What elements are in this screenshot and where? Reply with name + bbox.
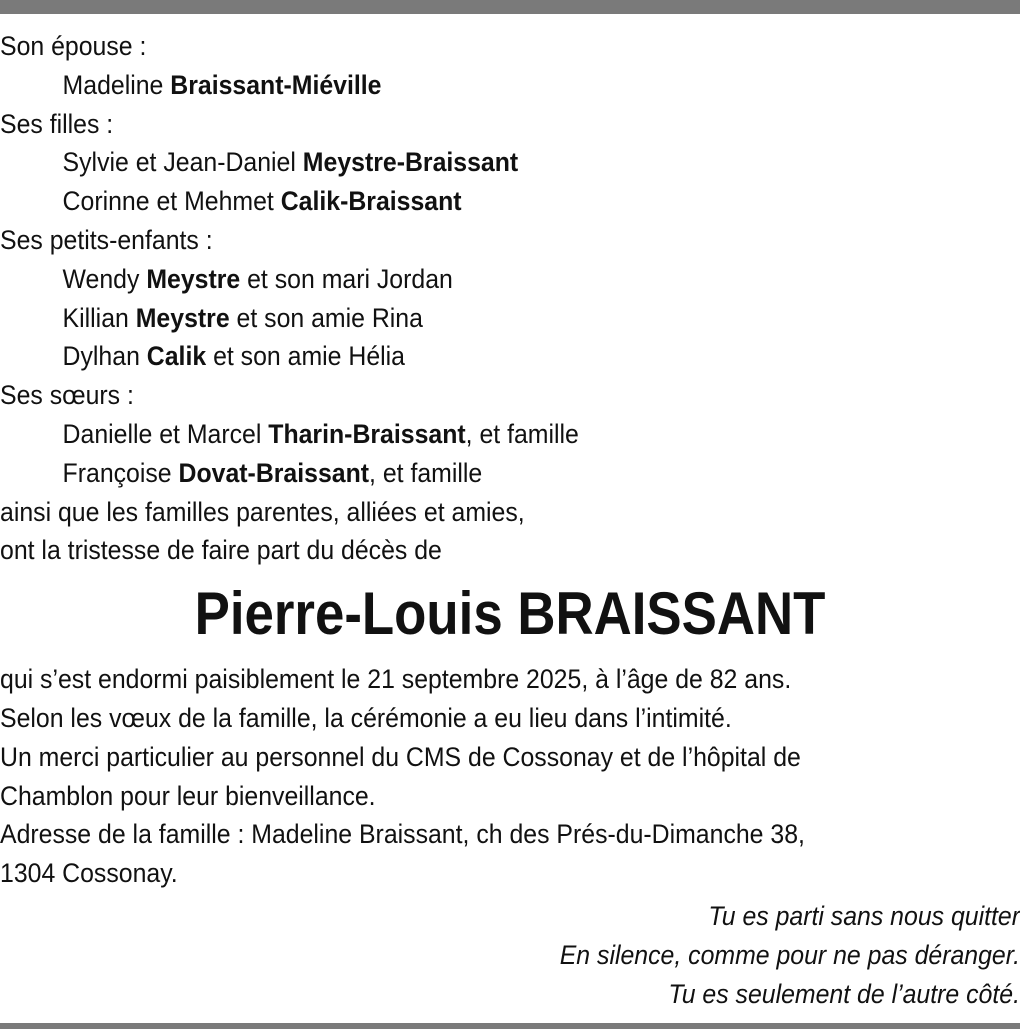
spouse-heading: Son épouse : — [0, 31, 147, 61]
details-line: Un merci particulier au personnel du CMS de Cossonay et de l’hôpital de — [0, 741, 801, 772]
daughter-first-names: Corinne et Mehmet — [62, 186, 281, 217]
spouse-first-name: Madeline — [62, 69, 171, 100]
poem-line: En silence, comme pour ne pas déranger. — [559, 939, 1020, 970]
sister-surname: Tharin-Braissant — [268, 418, 466, 449]
daughter-entry — [0, 143, 938, 182]
details-line: Chamblon pour leur bienveillance. — [0, 780, 376, 811]
grandchild-partner: et son amie Rina — [229, 302, 423, 333]
closing-line-families: ainsi que les familles parentes, alliées et amies, — [0, 496, 525, 527]
grandchild-first-name: Wendy — [62, 263, 147, 294]
sister-first-names: Danielle et Marcel — [62, 418, 269, 449]
grandchild-partner: et son amie Hélia — [206, 341, 405, 372]
grandchild-surname: Calik — [146, 341, 207, 372]
poem-line: Tu es parti sans nous quitter — [708, 900, 1020, 931]
grandchild-partner: et son mari Jordan — [240, 263, 453, 294]
daughter-surname: Calik-Braissant — [280, 186, 462, 217]
family-address-line: 1304 Cossonay. — [0, 858, 178, 889]
grandchild-entry — [0, 260, 938, 299]
daughter-surname: Meystre-Braissant — [302, 147, 519, 178]
daughters-heading: Ses filles : — [0, 108, 114, 139]
family-address-line: Adresse de la famille : Madeline Braissant, ch des Prés-du-Dimanche 38, — [0, 819, 805, 850]
poem — [0, 897, 1020, 1013]
grandchild-entry — [0, 337, 938, 376]
daughter-first-names: Sylvie et Jean-Daniel — [62, 147, 303, 178]
deceased-name: Pierre-Louis BRAISSANT — [194, 580, 826, 648]
grandchild-first-name: Dylhan — [62, 341, 147, 372]
details-line: Selon les vœux de la famille, la cérémonie a eu lieu dans l’intimité. — [0, 702, 732, 733]
sister-suffix: , et famille — [369, 457, 483, 488]
daughter-entry — [0, 182, 938, 221]
grandchildren-heading: Ses petits-enfants : — [0, 224, 213, 255]
bottom-divider — [0, 1023, 1020, 1029]
spouse-entry — [0, 66, 938, 105]
details-line: qui s’est endormi paisiblement le 21 septembre 2025, à l’âge de 82 ans. — [0, 664, 792, 695]
sister-entry — [0, 415, 938, 454]
grandchild-surname: Meystre — [135, 302, 230, 333]
sister-suffix: , et famille — [465, 418, 579, 449]
grandchild-first-name: Killian — [62, 302, 136, 333]
obituary-notice — [0, 27, 1020, 1013]
poem-line: Tu es seulement de l’autre côté. — [668, 978, 1020, 1009]
grandchild-entry — [0, 299, 938, 338]
spouse-surname: Braissant-Miéville — [170, 69, 382, 100]
grandchild-surname: Meystre — [146, 263, 241, 294]
top-divider — [0, 0, 1020, 14]
sisters-heading: Ses sœurs : — [0, 380, 134, 411]
closing-line-announcement: ont la tristesse de faire part du décès de — [0, 535, 442, 566]
sister-surname: Dovat-Braissant — [178, 457, 370, 488]
sister-entry — [0, 454, 938, 493]
sister-first-names: Françoise — [62, 457, 179, 488]
